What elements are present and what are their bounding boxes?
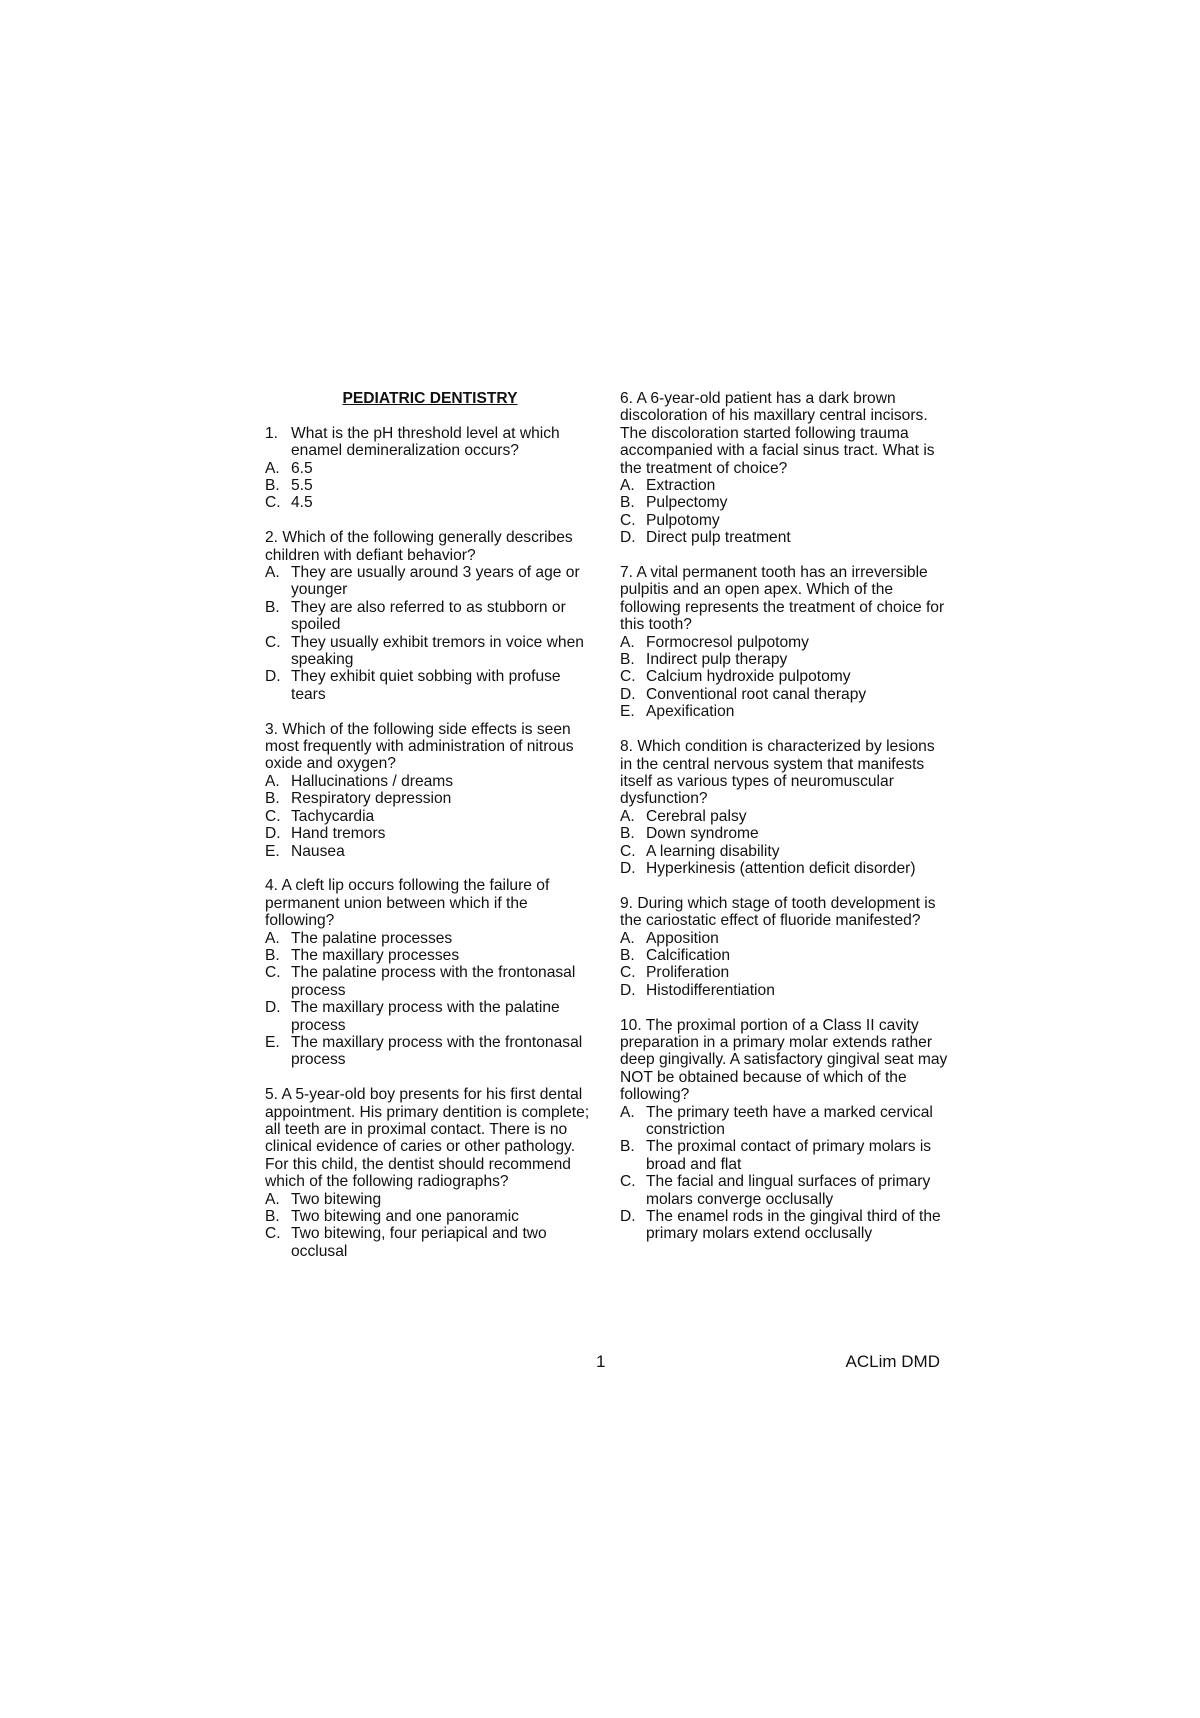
answer-option [265,843,595,860]
option-letter: A. [265,1190,280,1208]
answer-option [620,634,950,651]
answer-option [620,1173,950,1208]
option-text: Conventional root canal therapy [646,685,867,703]
answer-option [620,964,950,981]
option-text: Calcium hydroxide pulpotomy [646,668,851,686]
option-text: The palatine process with the frontonasal process [291,964,576,999]
option-text: Hyperkinesis (attention deficit disorder) [646,859,916,877]
option-text: The enamel rods in the gingival third of the primary molars extend occlusally [646,1208,941,1243]
option-text: Cerebral palsy [646,807,747,825]
answer-option [620,808,950,825]
answer-option [620,668,950,685]
option-letter: B. [620,825,635,843]
question-7 [620,564,950,721]
option-text: Apexification [646,703,735,721]
answer-option [620,860,950,877]
answer-option [265,1191,595,1208]
option-text: Calcification [646,946,731,964]
option-letter: E. [265,842,280,860]
question-number: 1. [265,424,279,442]
option-text: Two bitewing, four periapical and two occlusal [291,1225,547,1260]
option-text: The primary teeth have a marked cervical constriction [646,1103,933,1138]
answer-option [620,825,950,842]
page-number: 1 [596,1352,606,1371]
answer-option [265,790,595,807]
option-letter: D. [265,999,281,1017]
option-letter: A. [265,772,280,790]
answer-option [620,651,950,668]
answer-option [265,825,595,842]
option-letter: B. [265,477,280,495]
answer-option [620,930,950,947]
answer-option [620,477,950,494]
option-letter: D. [620,981,636,999]
answer-option [265,947,595,964]
question-stem: 8. Which condition is characterized by lesions in the central nervous system that manifests itself as various types of neuromuscular dysfunction? [620,738,935,808]
option-text: Pulpotomy [646,511,720,529]
option-letter: C. [620,511,636,529]
question-1 [265,425,595,512]
question-stem: 10. The proximal portion of a Class II cavity preparation in a primary molar extends rather deep gingivally. A satisfactory gingival seat may NOT be obtained because of which of the following? [620,1016,948,1104]
option-letter: A. [620,1103,635,1121]
option-letter: B. [620,651,635,669]
option-letter: A. [620,807,635,825]
option-text: Hallucinations / dreams [291,772,454,790]
answer-option [265,668,595,703]
answer-option [620,843,950,860]
question-stem [265,425,595,460]
option-letter: A. [620,929,635,947]
answer-option [620,703,950,720]
option-letter: A. [265,929,280,947]
option-text: Nausea [291,842,345,860]
option-text: Two bitewing [291,1190,382,1208]
option-letter: A. [620,477,635,495]
question-stem: 7. A vital permanent tooth has an irreversible pulpitis and an open apex. Which of the following represents the treatment of choice for this tooth? [620,564,945,634]
option-text: 6.5 [291,459,313,477]
answer-option [265,964,595,999]
option-text: Histodifferentiation [646,981,775,999]
option-letter: C. [265,633,281,651]
option-letter: D. [620,1208,636,1226]
answer-option [620,1104,950,1139]
question-8 [620,738,950,877]
option-letter: C. [265,807,281,825]
question-stem: 5. A 5-year-old boy presents for his first dental appointment. His primary dentition is complete; all teeth are in proximal contact. There is no clinical evidence of caries or other pathology. For this child, the dentist should recommend which of the following radiographs? [265,1086,590,1191]
option-text: They exhibit quiet sobbing with profuse tears [291,668,561,703]
option-text: 5.5 [291,477,313,495]
option-text: Extraction [646,477,716,495]
option-letter: D. [620,529,636,547]
option-letter: C. [620,1173,636,1191]
footer-label: ACLim DMD [845,1352,940,1371]
answer-option [620,982,950,999]
option-text: Down syndrome [646,825,759,843]
option-text: The maxillary process with the palatine process [291,999,560,1034]
question-stem: 9. During which stage of tooth development is the cariostatic effect of fluoride manifested? [620,894,936,930]
option-letter: C. [620,964,636,982]
option-text: Pulpectomy [646,494,728,512]
option-text: Proliferation [646,964,730,982]
answer-option [620,494,950,511]
answer-option [265,1034,595,1069]
question-6 [620,390,950,547]
option-text: Tachycardia [291,807,375,825]
option-text: Respiratory depression [291,790,452,808]
answer-option [265,930,595,947]
option-text: Apposition [646,929,719,947]
answer-option [265,564,595,599]
question-2 [265,529,595,703]
option-text: Hand tremors [291,825,386,843]
right-column [620,390,950,1260]
option-text: Formocresol pulpotomy [646,633,809,651]
question-3 [265,721,595,860]
question-10 [620,1017,950,1243]
question-9 [620,895,950,999]
question-4 [265,877,595,1068]
option-text: They are usually around 3 years of age or younger [291,564,580,599]
question-stem: 6. A 6-year-old patient has a dark brown discoloration of his maxillary central incisors. The discoloration started following trauma accompanied with a facial sinus tract. What is the treatment of choice? [620,390,935,477]
answer-option [265,773,595,790]
option-letter: E. [265,1033,280,1051]
answer-option [265,634,595,669]
option-letter: C. [620,842,636,860]
option-text: The palatine processes [291,929,453,947]
answer-option [265,494,595,511]
option-letter: C. [265,494,281,512]
option-letter: A. [265,564,280,582]
option-text: Indirect pulp therapy [646,651,788,669]
answer-option [265,1208,595,1225]
answer-option [620,1208,950,1243]
option-text: The proximal contact of primary molars is broad and flat [646,1138,932,1173]
answer-option [620,529,950,546]
option-text: They usually exhibit tremors in voice when speaking [291,633,584,669]
option-text: The maxillary process with the frontonasal process [291,1033,583,1069]
answer-option [265,1225,595,1260]
option-text: Two bitewing and one panoramic [291,1208,519,1226]
answer-option [265,477,595,494]
option-letter: B. [620,494,635,512]
question-stem: 4. A cleft lip occurs following the failure of permanent union between which if the following? [265,877,550,930]
answer-option [620,947,950,964]
option-letter: E. [620,703,635,721]
option-letter: B. [620,1138,635,1156]
answer-option [620,1138,950,1173]
option-letter: B. [620,946,635,964]
option-letter: D. [265,825,281,843]
option-letter: B. [265,1208,280,1226]
answer-option [620,512,950,529]
option-letter: B. [265,598,280,616]
option-letter: C. [620,668,636,686]
option-letter: C. [265,964,281,982]
left-column [265,390,595,1278]
option-letter: D. [620,859,636,877]
option-text: The maxillary processes [291,946,460,964]
answer-option [265,599,595,634]
option-letter: B. [265,790,280,808]
option-letter: A. [265,459,280,477]
option-letter: D. [265,668,281,686]
option-text: The facial and lingual surfaces of primary molars converge occlusally [646,1173,931,1208]
answer-option [265,999,595,1034]
answer-option [620,686,950,703]
option-letter: C. [265,1225,281,1243]
answer-option [265,460,595,477]
option-text: They are also referred to as stubborn or spoiled [291,598,566,634]
option-letter: B. [265,946,280,964]
option-text: Direct pulp treatment [646,529,791,547]
question-stem: 2. Which of the following generally describes children with defiant behavior? [265,529,573,564]
answer-option [265,808,595,825]
option-text: A learning disability [646,842,780,860]
page-title: PEDIATRIC DENTISTRY [342,390,518,407]
option-text: 4.5 [291,494,313,512]
question-stem: 3. Which of the following side effects is seen most frequently with administration of nitrous oxide and oxygen? [265,720,574,773]
option-letter: A. [620,633,635,651]
question-5 [265,1086,595,1260]
question-text: What is the pH threshold level at which enamel demineralization occurs? [291,424,560,460]
option-letter: D. [620,685,636,703]
